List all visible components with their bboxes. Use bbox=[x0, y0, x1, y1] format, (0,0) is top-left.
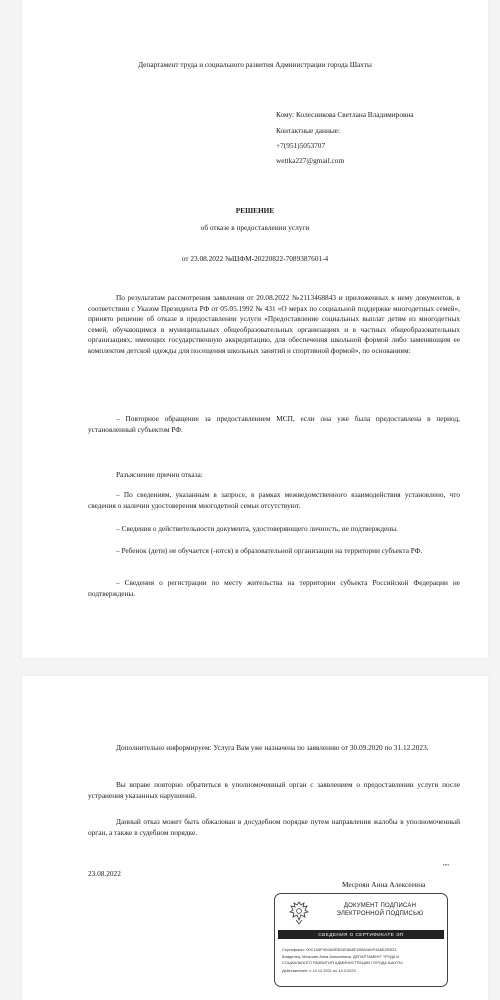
signature-date: 23.08.2022 bbox=[88, 869, 121, 878]
department-header: Департамент труда и социального развития Администрации города Шахты bbox=[138, 60, 372, 69]
electronic-signature-stamp bbox=[274, 893, 448, 987]
main-paragraph: По результатам рассмотрения заявления от 20.08.2022 №2113468843 и приложенных к нему документов, в соответствии с Указом Президента РФ от 05.05.1992 № 431 «О мерах по социальной поддержке многодетных семей», принято решение об отказе в предоставлении услуги «Предоставление социальных выплат детям из многодетных семей, обучающимся в муниципальных общеобразовательных организациях и в частных общеобразовательных организациях, имеющих государственную аккредитацию, для обеспечения школьной формой либо заменяющим ее комплектом детской одежды для посещения школьных занятий и спортивной формой», по основаниям: bbox=[88, 293, 460, 355]
coat-of-arms-icon bbox=[288, 900, 310, 926]
stamp-owner-line2: СОЦИАЛЬНОГО РАЗВИТИЯ АДМИНИСТРАЦИИ ГОРОДА ШАХТЫ bbox=[282, 960, 403, 965]
signer-name: Месроян Анна Алексеевна bbox=[342, 880, 426, 889]
stamp-title-line2: ЭЛЕКТРОННОЙ ПОДПИСЬЮ bbox=[336, 911, 424, 917]
decision-date-number: от 23.08.2022 №ШФМ-20220822-7089387601-4 bbox=[181, 254, 329, 263]
stamp-owner-line: Владелец: Месроян Анна Алексеевна, ДЕПАРТАМЕНТ ТРУДА И bbox=[282, 954, 400, 959]
document-page-2 bbox=[22, 676, 488, 1000]
recipient-phone: +7(951)5053707 bbox=[276, 141, 326, 150]
stamp-validity-line: Действителен: с 14.12.2021 по 14.3.2023 bbox=[282, 968, 356, 973]
info-paragraph: Дополнительно информируем: Услуга Вам уже назначена по заявлению от 30.09.2020 по 31.12.2023. bbox=[116, 743, 429, 752]
recipient-name: Кому: Колесникова Светлана Владимировна bbox=[276, 110, 414, 119]
stamp-certificate-line: Сертификат: 00C1A4F9D0A9E5D4E8A8F1B9A0A0F4A6E2E9D3 bbox=[282, 947, 397, 952]
document-page-1 bbox=[22, 0, 488, 658]
decision-subtitle: об отказе в предоставлении услуги bbox=[200, 223, 310, 232]
reason-item: – Ребенок (дети) не обучается (-ются) в образовательной организации на территории субъекта РФ. bbox=[116, 546, 423, 555]
info-paragraph: Данный отказ может быть обжалован в досудебном порядке путем направления жалобы в уполномоченный орган, а также в судебном порядке. bbox=[88, 817, 460, 837]
explanation-label: Разъяснение причин отказа: bbox=[116, 470, 203, 479]
reason-item: – По сведениям, указанным в запросе, в рамках межведомственного взаимодействия установлено, что сведения о наличии удостоверения многодетной семьи отсутствуют. bbox=[88, 490, 460, 510]
refusal-ground: – Повторное обращение за предоставлением МСП, если она уже была предоставлена в период, установленный субъектом РФ. bbox=[88, 414, 460, 434]
decision-title: РЕШЕНИЕ bbox=[235, 206, 275, 215]
info-paragraph: Вы вправе повторно обратиться в уполномоченный орган с заявлением о предоставлении услуги после устранения указанных нарушений. bbox=[88, 780, 460, 800]
quote-mark: "" bbox=[443, 862, 449, 871]
contacts-label: Контактные данные: bbox=[276, 126, 341, 135]
reason-item: – Сведения о действительности документа, удостоверяющего личность, не подтверждены. bbox=[116, 524, 398, 533]
stamp-certificate-bar: СВЕДЕНИЯ О СЕРТИФИКАТЕ ЭП bbox=[278, 930, 444, 939]
reason-item: – Сведения о регистрации по месту жительства на территории субъекта Российской Федерации не подтверждены. bbox=[88, 578, 460, 598]
recipient-email: wettka227@gmail.com bbox=[276, 156, 345, 165]
stamp-title-line1: ДОКУМЕНТ ПОДПИСАН bbox=[343, 903, 417, 909]
